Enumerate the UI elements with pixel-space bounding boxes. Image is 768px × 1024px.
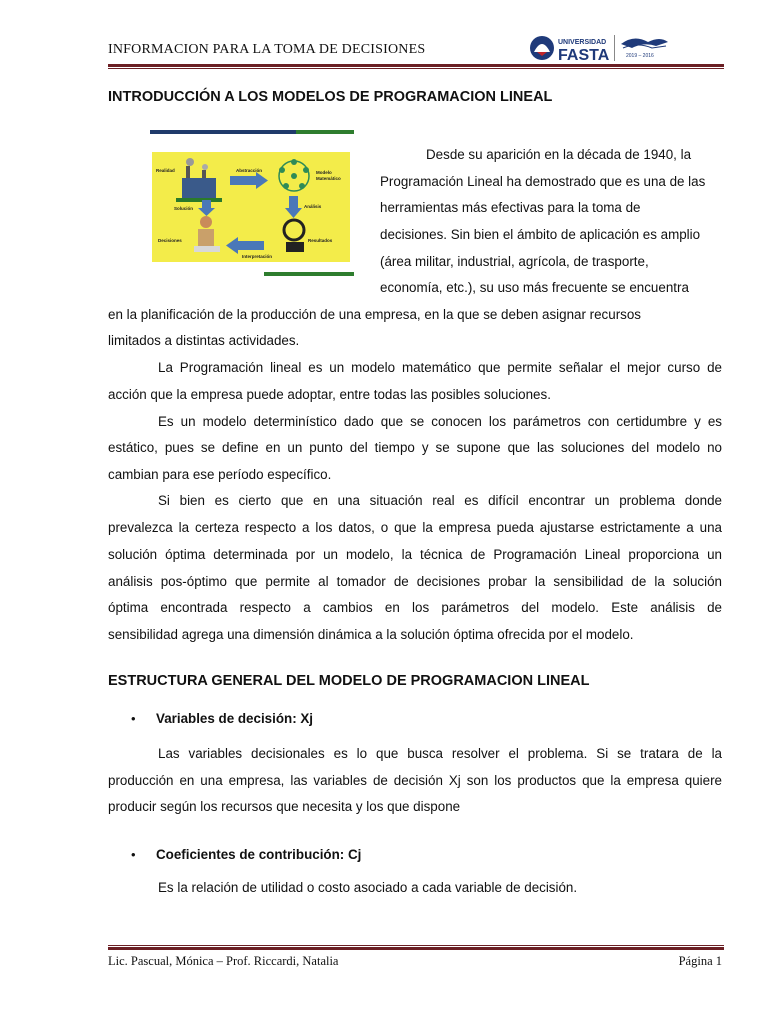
- header-rule-thin: [108, 68, 724, 69]
- side-text-line: herramientas más efectivas para la toma de: [380, 200, 641, 215]
- paragraph-line: Es un modelo determinístico dado que se conocen los parámetros con certidumbre y es: [158, 414, 722, 429]
- paragraph-line: limitados a distintas actividades.: [108, 333, 300, 348]
- bullet-title-decision-variables: Variables de decisión: Xj: [156, 711, 314, 726]
- paragraph-line: solución óptima determinada por un modelo, la técnica de Programación Lineal proporciona un: [108, 547, 722, 562]
- figure-label-analisis: Análisis: [304, 204, 322, 209]
- paragraph-line: La Programación lineal es un modelo matemático que permite señalar el mejor curso de: [158, 360, 722, 375]
- logo-years-text: 2019 – 2016: [626, 53, 654, 59]
- bullet-icon: •: [131, 711, 136, 726]
- paragraph-line: prevalezca la certeza respecto a los datos, o que la empresa pueda ajustarse estrictamente a una: [108, 520, 722, 535]
- paragraph-line: óptima encontrada respecto a cambios en los parámetros del modelo. Este análisis de: [108, 600, 722, 615]
- bullet-title-contribution-coefficients: Coeficientes de contribución: Cj: [156, 847, 362, 862]
- figure-label-interpretacion: Interpretación: [242, 254, 273, 259]
- footer-page-number: Página 1: [678, 954, 722, 968]
- logo-university-text: UNIVERSIDAD: [558, 39, 607, 46]
- figure-label-realidad: Realidad: [156, 168, 175, 173]
- paragraph-line: en la planificación de la producción de una empresa, en la que se deben asignar recursos: [108, 307, 641, 322]
- figure-label-modelo: Modelo: [316, 170, 332, 175]
- paragraph-line: Es la relación de utilidad o costo asociado a cada variable de decisión.: [158, 880, 578, 895]
- section-heading-structure: ESTRUCTURA GENERAL DEL MODELO DE PROGRAMACION LINEAL: [108, 673, 590, 689]
- paragraph-line: Si bien es cierto que en una situación real es difícil encontrar un problema donde: [158, 493, 722, 508]
- paragraph-line: producción en una empresa, las variables de decisión Xj son los productos que la empresa quiere: [108, 773, 722, 788]
- side-text-line: Desde su aparición en la década de 1940, la: [426, 147, 692, 162]
- university-logo: [528, 32, 670, 64]
- footer-rule-thin: [108, 945, 724, 946]
- paragraph-line: producir según los recursos que necesita y los que dispone: [108, 799, 461, 814]
- logo-fasta-text: FASTA: [558, 47, 610, 64]
- side-text-line: (área militar, industrial, agrícola, de trasporte,: [380, 254, 649, 269]
- paragraph-line: estático, pues se define en un punto del tiempo y se supone que las soluciones del modelo no: [108, 440, 722, 455]
- header-rule: [108, 64, 724, 67]
- paragraph-line: acción que la empresa puede adoptar, entre todas las posibles soluciones.: [108, 387, 551, 402]
- figure-label-resultados: Resultados: [308, 238, 333, 243]
- paragraph-line: análisis pos-óptimo que permite al tomador de decisiones probar la sensibilidad de la solución: [108, 574, 722, 589]
- paragraph-line: Las variables decisionales es lo que busca resolver el problema. Si se tratara de la: [158, 746, 722, 761]
- footer-authors: Lic. Pascual, Mónica – Prof. Riccardi, Natalia: [108, 954, 339, 968]
- university-crest-icon: [530, 36, 554, 60]
- side-text-line: decisiones. Sin bien el ámbito de aplicación es amplio: [380, 227, 701, 242]
- anniversary-wings-icon: [621, 38, 668, 48]
- side-text-line: Programación Lineal ha demostrado que es una de las: [380, 174, 706, 189]
- side-text-line: economía, etc.), su uso más frecuente se encuentra: [380, 280, 689, 295]
- document-header-title: INFORMACION PARA LA TOMA DE DECISIONES: [108, 42, 426, 57]
- figure-label-abstraccion: Abstracción: [236, 168, 263, 173]
- figure-label-matematico: Matemático: [316, 176, 341, 181]
- footer-rule: [108, 947, 724, 950]
- bullet-icon: •: [131, 847, 136, 862]
- figure-label-decisiones: Decisiones: [158, 238, 182, 243]
- paragraph-line: cambian para ese período específico.: [108, 467, 332, 482]
- section-heading-introduction: INTRODUCCIÓN A LOS MODELOS DE PROGRAMACION LINEAL: [108, 89, 553, 105]
- figure-label-solucion: Solución: [174, 206, 193, 211]
- paragraph-line: sensibilidad agrega una dimensión dinámica a la solución óptima ofrecida por el modelo.: [108, 627, 634, 642]
- modeling-process-figure: [146, 130, 356, 278]
